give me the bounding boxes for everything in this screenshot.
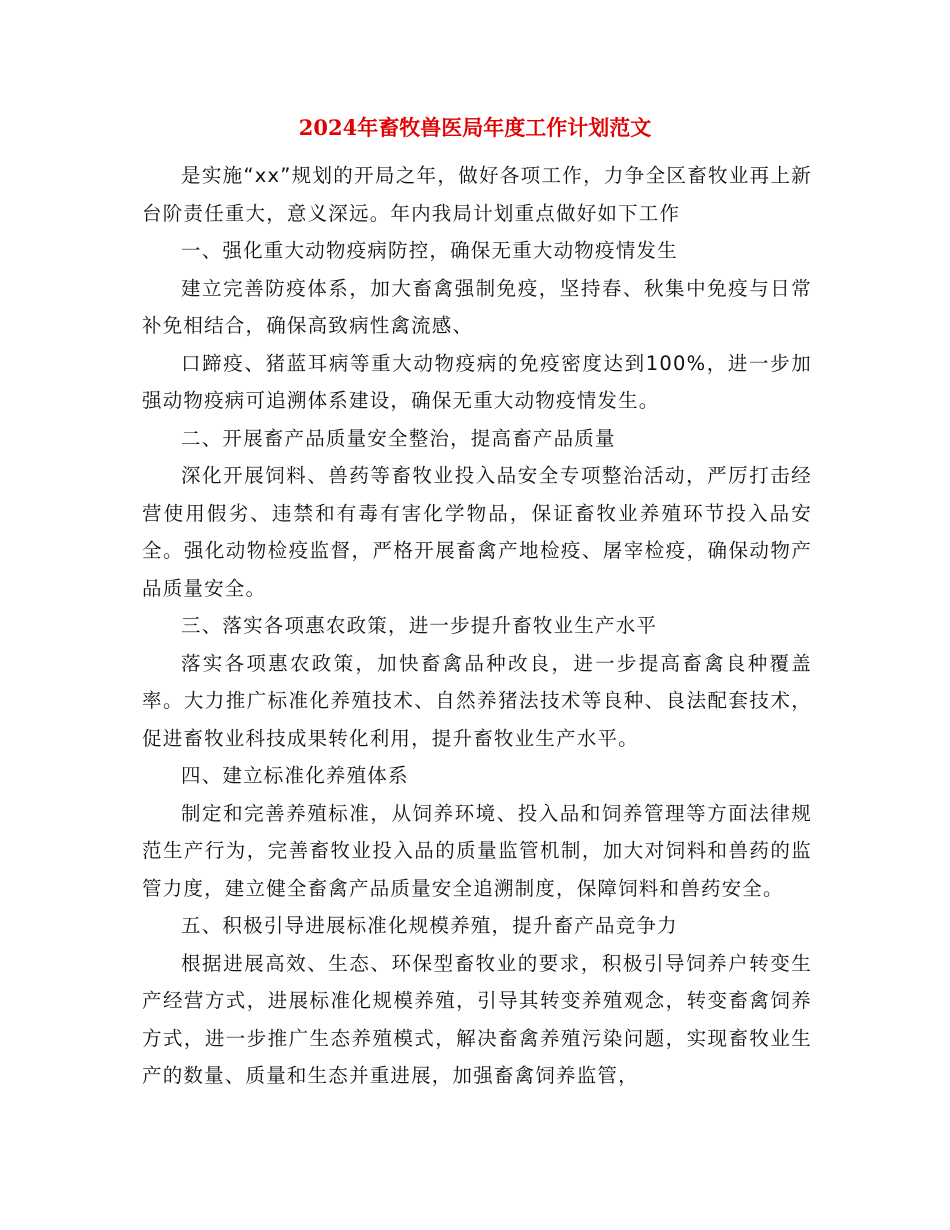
- paragraph-5: 根据进展高效、生态、环保型畜牧业的要求，积极引导饲养户转变生产经营方式，进展标准化规模养殖，引导其转变养殖观念，转变畜禽饲养方式，进一步推广生态养殖模式，解决畜禽养殖污染问题，实现畜牧业生产的数量、质量和生态并重进展，加强畜禽饲养监管，: [142, 951, 812, 1087]
- paragraph-1b: 口蹄疫、猪蓝耳病等重大动物疫病的免疫密度达到100%，进一步加强动物疫病可追溯体系建设，确保无重大动物疫情发生。: [142, 351, 812, 412]
- section-heading-3: 三、落实各项惠农政策，进一步提升畜牧业生产水平: [181, 614, 658, 637]
- section-heading-5: 五、积极引导进展标准化规模养殖，提升畜产品竞争力: [181, 914, 678, 937]
- section-heading-1: 一、强化重大动物疫病防控，确保无重大动物疫情发生: [181, 239, 678, 262]
- document-body: [142, 157, 812, 1095]
- section-heading-2: 二、开展畜产品质量安全整治，提高畜产品质量: [181, 426, 616, 450]
- paragraph-1a: 建立完善防疫体系，加大畜禽强制免疫，坚持春、秋集中免疫与日常补免相结合，确保高致病性禽流感、: [142, 276, 812, 337]
- paragraph-intro: 是实施“xx”规划的开局之年，做好各项工作，力争全区畜牧业再上新台阶责任重大，意义深远。年内我局计划重点做好如下工作: [142, 164, 812, 225]
- paragraph-3: 落实各项惠农政策，加快畜禽品种改良，进一步提高畜禽良种覆盖率。大力推广标准化养殖技术、自然养猪法技术等良种、良法配套技术，促进畜牧业科技成果转化利用，提升畜牧业生产水平。: [142, 651, 812, 750]
- document-title: 2024年畜牧兽医局年度工作计划范文: [298, 115, 652, 140]
- paragraph-4: 制定和完善养殖标准，从饲养环境、投入品和饲养管理等方面法律规范生产行为，完善畜牧业投入品的质量监管机制，加大对饲料和兽药的监管力度，建立健全畜禽产品质量安全追溯制度，保障饲料和兽药安全。: [142, 801, 812, 900]
- section-heading-4: 四、建立标准化养殖体系: [181, 764, 409, 787]
- paragraph-2: 深化开展饲料、兽药等畜牧业投入品安全专项整治活动，严厉打击经营使用假劣、违禁和有毒有害化学物品，保证畜牧业养殖环节投入品安全。强化动物检疫监督，严格开展畜禽产地检疫、屠宰检疫，确保动物产品质量安全。: [142, 464, 812, 600]
